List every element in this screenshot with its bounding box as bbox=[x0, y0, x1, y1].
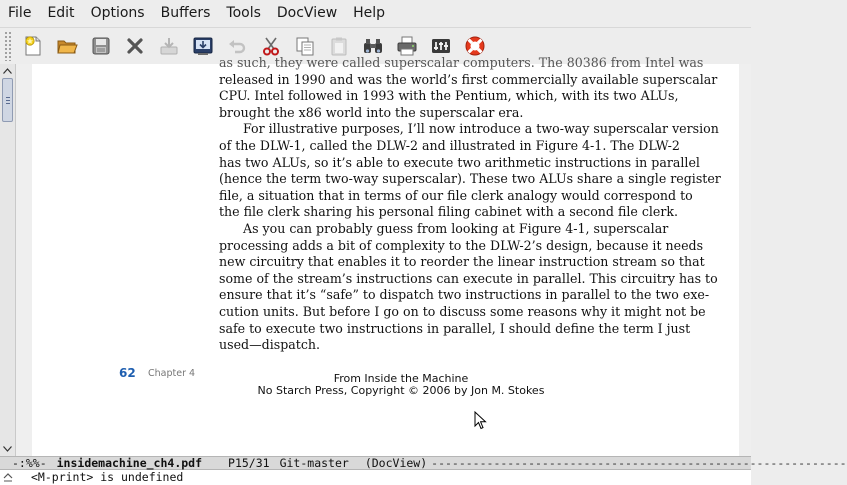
text-line: used—dispatch. bbox=[219, 337, 321, 353]
modeline-position: P15/31 bbox=[228, 456, 270, 470]
menu-options[interactable]: Options bbox=[90, 5, 145, 21]
echo-message: <M-print> is undefined bbox=[31, 470, 184, 484]
echo-area[interactable] bbox=[0, 470, 751, 485]
page-margin-left bbox=[16, 64, 32, 456]
save-as-icon bbox=[158, 35, 180, 57]
cut-icon bbox=[260, 35, 282, 57]
save-button[interactable] bbox=[84, 29, 118, 63]
chapter-label: Chapter 4 bbox=[148, 368, 196, 379]
menu-bar bbox=[0, 0, 751, 27]
dired-button[interactable] bbox=[186, 29, 220, 63]
menu-help[interactable]: Help bbox=[353, 5, 386, 21]
pdf-page bbox=[32, 55, 739, 456]
dired-icon bbox=[192, 35, 214, 57]
save-icon bbox=[90, 35, 112, 57]
vertical-scrollbar[interactable] bbox=[0, 64, 16, 456]
menu-edit[interactable]: Edit bbox=[47, 5, 75, 21]
menu-buffers[interactable]: Buffers bbox=[160, 5, 211, 21]
help-icon bbox=[464, 35, 486, 57]
modeline-major-mode[interactable]: (DocView) bbox=[364, 456, 428, 470]
text-line: ensure that it’s “safe” to dispatch two instructions in parallel to the two exe- bbox=[219, 287, 710, 303]
text-line: As you can probably guess from looking at Figure 4-1, superscalar bbox=[243, 220, 669, 236]
text-line: as such, they were called superscalar computers. The 80386 from Intel was bbox=[219, 55, 704, 70]
save-as-button bbox=[152, 29, 186, 63]
document-view[interactable] bbox=[0, 55, 751, 456]
scroll-down-arrow-icon[interactable] bbox=[0, 442, 15, 456]
menu-docview[interactable]: DocView bbox=[276, 5, 338, 21]
text-line: of the DLW-1, called the DLW-2 and illustrated in Figure 4-1. The DLW-2 bbox=[219, 137, 680, 153]
footer-copyright: No Starch Press, Copyright © 2006 by Jon M. Stokes bbox=[257, 384, 545, 397]
modeline-buffer-name[interactable]: insidemachine_ch4.pdf bbox=[56, 456, 203, 470]
scrollbar-thumb[interactable] bbox=[2, 78, 13, 122]
footer-source: From Inside the Machine bbox=[333, 372, 469, 385]
text-line: file, a situation that in terms of our file clerk analogy would correspond to bbox=[219, 187, 693, 203]
toolbar-grip[interactable] bbox=[4, 31, 12, 61]
page-number: 62 bbox=[119, 366, 136, 380]
fringe-arrow-icon bbox=[3, 472, 13, 483]
mouse-pointer-icon bbox=[474, 411, 488, 431]
mode-line[interactable] bbox=[0, 456, 847, 470]
text-line: cution units. But before I go on to discuss some reasons why it might not be bbox=[219, 303, 706, 319]
menu-file[interactable]: File bbox=[8, 5, 32, 21]
undo-icon bbox=[226, 35, 248, 57]
paste-icon bbox=[328, 35, 350, 57]
close-icon bbox=[124, 35, 146, 57]
modeline-vc[interactable]: Git-master bbox=[279, 456, 349, 470]
text-line: some of the stream’s instructions can execute in parallel. This circuitry has to bbox=[219, 270, 718, 286]
text-line: the file clerk sharing his personal filing cabinet with a second file clerk. bbox=[219, 204, 679, 220]
text-line: new circuitry that enables it to reorder the linear instruction stream so that bbox=[219, 254, 705, 270]
preferences-icon bbox=[430, 35, 452, 57]
search-icon bbox=[362, 35, 384, 57]
modeline-status: -:%%- bbox=[12, 456, 47, 470]
text-line: CPU. Intel followed in 1993 with the Pentium, which, with its two ALUs, bbox=[219, 88, 679, 104]
open-folder-icon bbox=[56, 35, 78, 57]
scroll-up-arrow-icon[interactable] bbox=[0, 64, 15, 78]
text-line: safe to execute two instructions in parallel, I should define the term I just bbox=[219, 320, 691, 336]
print-icon bbox=[396, 35, 418, 57]
modeline-dashes: ------------------------------------------------------------ bbox=[431, 456, 847, 470]
text-line: brought the x86 world into the superscalar era. bbox=[219, 104, 524, 120]
open-folder-button[interactable] bbox=[50, 29, 84, 63]
text-line: For illustrative purposes, I’ll now introduce a two-way superscalar version bbox=[243, 121, 719, 137]
menu-tools[interactable]: Tools bbox=[226, 5, 261, 21]
text-line: has two ALUs, so it’s able to execute two arithmetic instructions in parallel bbox=[219, 154, 700, 170]
new-file-icon bbox=[22, 35, 44, 57]
copy-icon bbox=[294, 35, 316, 57]
page-margin-right bbox=[739, 64, 751, 456]
close-button[interactable] bbox=[118, 29, 152, 63]
text-line: (hence the term two-way superscalar). These two ALUs share a single register bbox=[219, 171, 721, 187]
body-text bbox=[219, 55, 721, 354]
text-line: released in 1990 and was the world’s first commercially available superscalar bbox=[219, 71, 718, 87]
text-line: processing adds a bit of complexity to the DLW-2’s design, because it needs bbox=[219, 237, 704, 253]
new-file-button[interactable] bbox=[16, 29, 50, 63]
